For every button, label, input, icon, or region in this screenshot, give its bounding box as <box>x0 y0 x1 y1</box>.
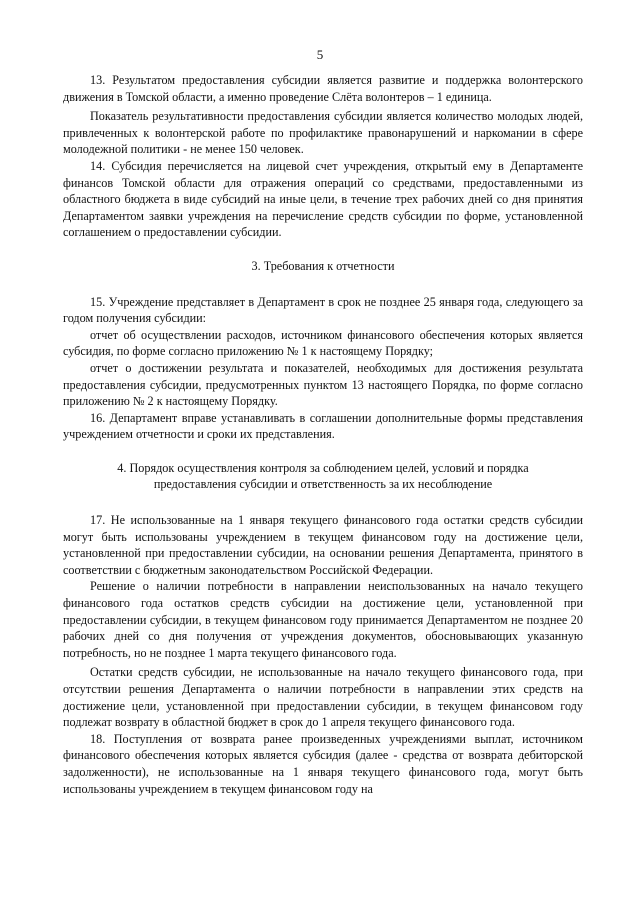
section-heading-4-line-2: предоставления субсидии и ответственность за их несоблюдение <box>153 477 493 492</box>
paragraph-15-report-expenses: отчет об осуществлении расходов, источником финансового обеспечения которых является субсидия, по форме согласно приложению № 1 к настоящему Порядку; <box>63 327 583 359</box>
document-body <box>63 72 583 797</box>
page-number: 5 <box>316 47 324 62</box>
section-heading-3: 3. Требования к отчетности <box>251 258 395 273</box>
spacer <box>63 241 583 258</box>
paragraph-13: 13. Результатом предоставления субсидии является развитие и поддержка волонтерского движения в Томской области, а именно проведение Слёта волонтеров – 1 единица. <box>63 73 583 104</box>
section-heading-4-line-1: 4. Порядок осуществления контроля за соблюдением целей, условий и порядка <box>117 460 529 475</box>
paragraph-15: 15. Учреждение представляет в Департамент в срок не позднее 25 января года, следующего за годом получения субсидии: <box>63 294 583 326</box>
paragraph-17-remainders: Остатки средств субсидии, не использованные на начало текущего финансового года, при отсутствии решения Департамента о наличии потребности в направлении этих средств на достижение цели, установленной при предоставлении субсидии, в текущем финансовом году подлежат возврату в областной бюджет в срок до 1 апреля текущего финансового года. <box>63 665 583 730</box>
paragraph-15-report-results: отчет о достижении результата и показателей, необходимых для достижения результата предоставления субсидии, предусмотренных пунктом 13 настоящего Порядка, по форме согласно приложению № 2 к настоящему Порядку. <box>63 360 583 409</box>
paragraph-17-decision: Решение о наличии потребности в направлении неиспользованных на начало текущего финансового года остатков средств субсидии на достижение цели, установленной при предоставлении субсидии, в текущем финансовом году принимается Департаментом не позднее 20 рабочих дней со дня получения от учреждения документов, обосновывающих указанную потребность, но не позднее 1 марта текущего финансового года. <box>63 579 583 660</box>
spacer <box>63 493 583 512</box>
paragraph-16: 16. Департамент вправе устанавливать в соглашении дополнительные формы представления учреждением отчетности и сроки их представления. <box>63 410 583 442</box>
paragraph-14: 14. Субсидия перечисляется на лицевой счет учреждения, открытый ему в Департаменте финансов Томской области для отражения операций со средствами, предоставленными из областного бюджета в виде субсидий на иные цели, в течение трех рабочих дней со дня принятия Департаментом заявки учреждения на перечисление средств субсидии по форме, установленной соглашением о предоставлении субсидии. <box>63 158 583 240</box>
paragraph-13-indicator: Показатель результативности предоставления субсидии является количество молодых людей, привлеченных к волонтерской работе по профилактике правонарушений и наркомании в сфере молодежной политики - не менее 150 человек. <box>63 109 583 157</box>
spacer <box>63 443 583 460</box>
paragraph-18: 18. Поступления от возврата ранее произведенных учреждениями выплат, источником финансового обеспечения которых является субсидия (далее - средства от возврата дебиторской задолженности), не использованные на 1 января текущего финансового года, могут быть использованы учреждением в текущем финансовом году на <box>63 731 583 796</box>
paragraph-17: 17. Не использованные на 1 января текущего финансового года остатки средств субсидии могут быть использованы учреждением в текущем финансовом году на достижение цели, установленной при предоставлении субсидии, на основании решения Департамента, принятого в соответствии с бюджетным законодательством Российской Федерации. <box>63 513 583 577</box>
spacer <box>63 275 583 294</box>
